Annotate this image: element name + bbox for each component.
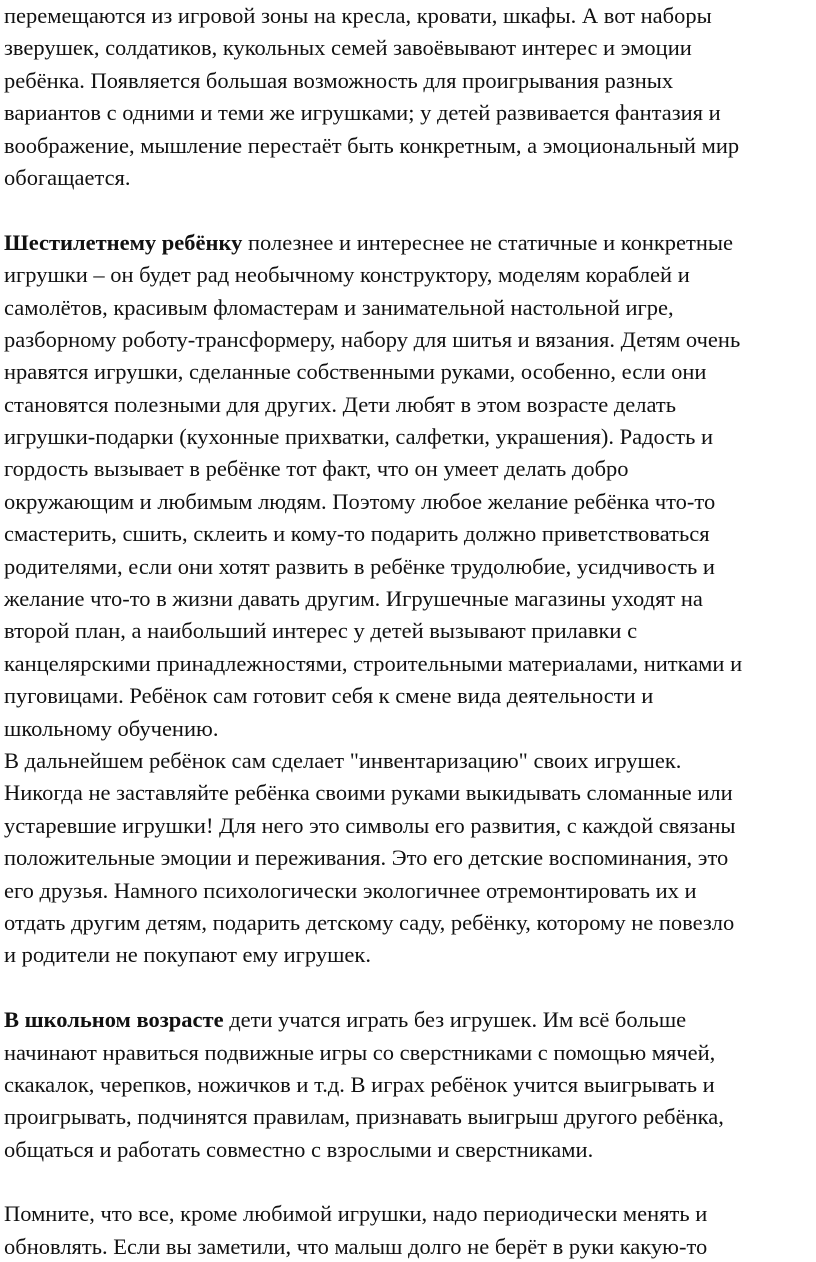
text-line: положительные эмоции и переживания. Это его детские воспоминания, это [4,845,729,871]
text-line: начинают нравиться подвижные игры со сверстниками с помощью мячей, [4,1039,716,1065]
text-line: окружающим и любимым людям. Поэтому любое желание ребёнка что-то [4,488,716,514]
text-line: обновлять. Если вы заметили, что малыш долго не берёт в руки какую-то [4,1233,708,1259]
text-line: вариантов с одними и теми же игрушками; у детей развивается фантазия и [4,100,721,126]
text-run: полезнее и интереснее не статичные и конкретные [242,229,734,255]
text-line: общаться и работать совместно с взрослыми и сверстниками. [4,1136,594,1162]
text-line: устаревшие игрушки! Для него это символы его развития, с каждой связаны [4,812,736,838]
text-line: пуговицами. Ребёнок сам готовит себя к смене вида деятельности и [4,683,654,709]
text-line: зверушек, солдатиков, кукольных семей завоёвывают интерес и эмоции [4,35,692,61]
paragraph-4 [4,1004,812,1166]
paragraph-spacer [4,194,812,226]
text-line: самолётов, красивым фломастерам и занимательной настольной игре, [4,294,674,320]
text-line [4,227,812,259]
text-line: проигрывать, подчинятся правилам, признавать выигрыш другого ребёнка, [4,1104,724,1130]
text-line: и родители не покупают ему игрушек. [4,942,371,968]
text-line: родителями, если они хотят развить в ребёнке трудолюбие, усидчивость и [4,553,715,579]
text-line: нравятся игрушки, сделанные собственными руками, особенно, если они [4,359,707,385]
text-line: перемещаются из игровой зоны на кресла, кровати, шкафы. А вот наборы [4,3,712,28]
text-line: игрушки-подарки (кухонные прихватки, салфетки, украшения). Радость и [4,424,714,450]
text-line: скакалок, черепков, ножичков и т.д. В играх ребёнок учится выигрывать и [4,1071,715,1097]
paragraph-2 [4,227,812,745]
paragraph-3 [4,745,812,972]
text-line: становятся полезными для других. Дети любят в этом возрасте делать [4,391,677,417]
paragraph-spacer [4,972,812,1004]
text-line: канцелярскими принадлежностями, строительными материалами, нитками и [4,650,743,676]
text-line: воображение, мышление перестаёт быть конкретным, а эмоциональный мир [4,132,740,158]
text-line: ребёнка. Появляется большая возможность для проигрывания разных [4,67,674,93]
text-line: смастерить, сшить, склеить и кому-то подарить должно приветствоваться [4,521,710,547]
text-line: школьному обучению. [4,715,219,741]
text-line: второй план, а наибольший интерес у детей вызывают прилавки с [4,618,638,644]
paragraph-1 [4,0,812,194]
text-run: дети учатся играть без игрушек. Им всё больше [223,1007,687,1033]
text-line: обогащается. [4,164,131,190]
text-line: В дальнейшем ребёнок сам сделает "инвентаризацию" своих игрушек. [4,747,682,773]
text-line: гордость вызывает в ребёнке тот факт, что он умеет делать добро [4,456,629,482]
bold-lead: В школьном возрасте [4,1007,224,1033]
text-line: его друзья. Намного психологически экологичнее отремонтировать их и [4,877,697,903]
document-text [4,0,812,1262]
text-line: Помните, что все, кроме любимой игрушки, надо периодически менять и [4,1201,708,1227]
text-line: Никогда не заставляйте ребёнка своими руками выкидывать сломанные или [4,780,733,806]
bold-lead: Шестилетнему ребёнку [4,229,243,255]
text-line: разборному роботу-трансформеру, набору для шитья и вязания. Детям очень [4,326,741,352]
text-line: игрушки – он будет рад необычному конструктору, моделям кораблей и [4,262,690,288]
text-line [4,1004,812,1036]
text-line: желание что-то в жизни давать другим. Игрушечные магазины уходят на [4,586,703,612]
text-line: отдать другим детям, подарить детскому саду, ребёнку, которому не повезло [4,909,735,935]
paragraph-spacer [4,1166,812,1198]
paragraph-5 [4,1198,812,1262]
